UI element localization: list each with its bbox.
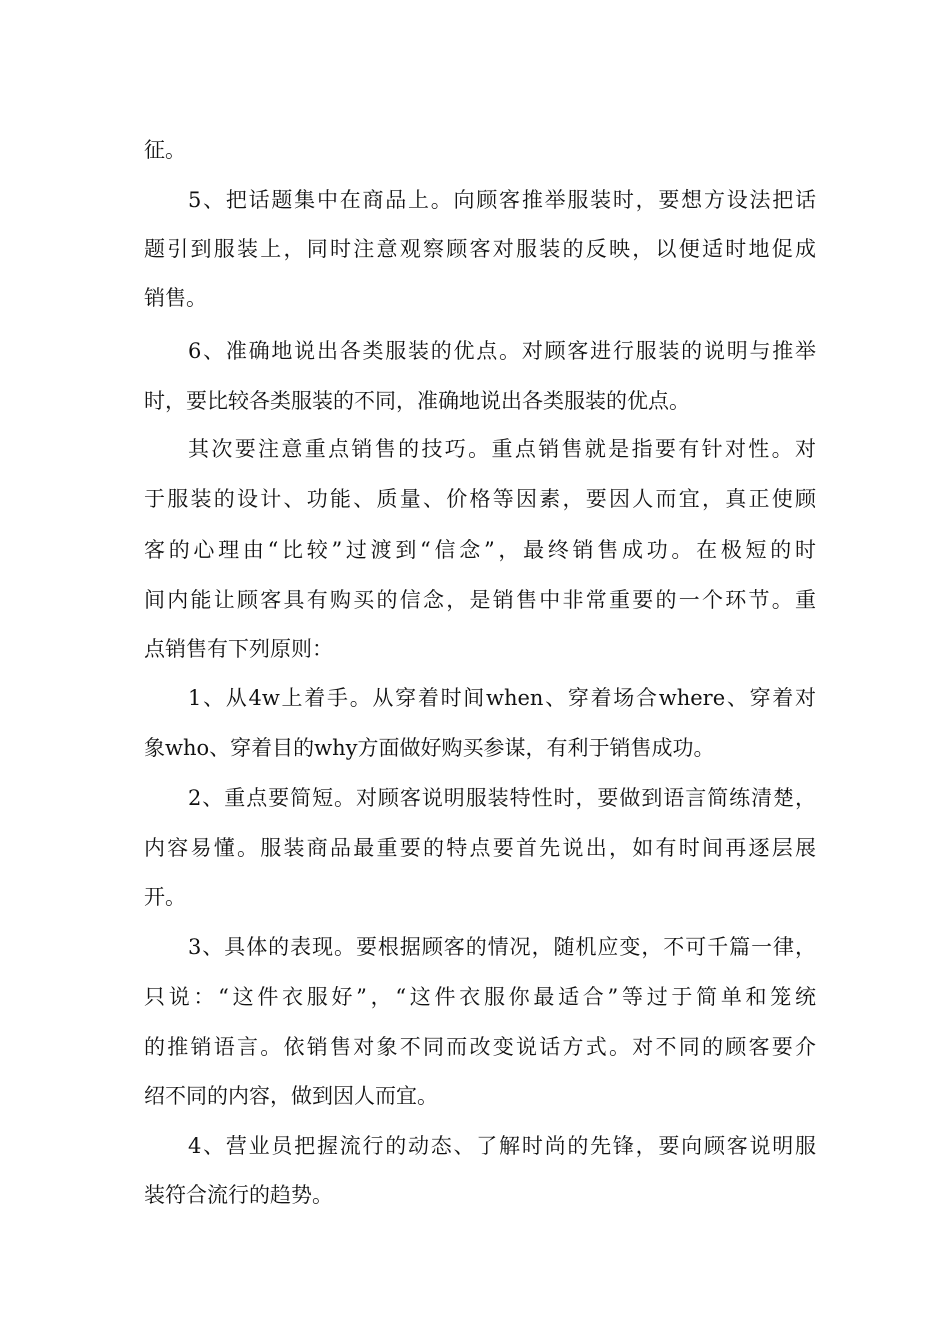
text-line: 征。: [144, 138, 186, 162]
principle-2-line-1: 2、重点要简短。对顾客说明服装特性时，要做到语言简练清楚，: [188, 786, 816, 810]
principle-3-line-3: 的推销语言。依销售对象不同而改变说话方式。对不同的顾客要介: [144, 1035, 816, 1059]
paragraph-key-sales-line-2: 于服装的设计、功能、质量、价格等因素，要因人而宜，真正使顾: [144, 487, 816, 511]
paragraph-6-line-1: 6、准确地说出各类服装的优点。对顾客进行服装的说明与推举: [188, 339, 816, 363]
principle-3-line-2: 只说：“这件衣服好”，“这件衣服你最适合”等过于简单和笼统: [144, 985, 816, 1009]
principle-1-line-1: 1、从4w上着手。从穿着时间when、穿着场合where、穿着对: [188, 686, 816, 710]
paragraph-key-sales-line-5: 点销售有下列原则：: [144, 637, 333, 661]
principle-3-line-4: 绍不同的内容，做到因人而宜。: [144, 1084, 438, 1108]
principle-2-line-3: 开。: [144, 885, 186, 909]
principle-4-line-2: 装符合流行的趋势。: [144, 1183, 333, 1207]
paragraph-key-sales-line-1: 其次要注意重点销售的技巧。重点销售就是指要有针对性。对: [188, 437, 816, 461]
paragraph-key-sales-line-4: 间内能让顾客具有购买的信念，是销售中非常重要的一个环节。重: [144, 588, 816, 612]
paragraph-6-line-2: 时，要比较各类服装的不同，准确地说出各类服装的优点。: [144, 389, 690, 413]
principle-3-line-1: 3、具体的表现。要根据顾客的情况，随机应变，不可千篇一律，: [188, 935, 816, 959]
principle-1-line-2: 象who、穿着目的why方面做好购买参谋，有利于销售成功。: [144, 736, 715, 760]
paragraph-5-line-1: 5、把话题集中在商品上。向顾客推举服装时，要想方设法把话: [188, 188, 816, 212]
paragraph-5-line-3: 销售。: [144, 286, 207, 310]
principle-4-line-1: 4、营业员把握流行的动态、了解时尚的先锋，要向顾客说明服: [188, 1134, 816, 1158]
paragraph-5-line-2: 题引到服装上，同时注意观察顾客对服装的反映，以便适时地促成: [144, 237, 816, 261]
principle-2-line-2: 内容易懂。服装商品最重要的特点要首先说出，如有时间再逐层展: [144, 836, 816, 860]
paragraph-key-sales-line-3: 客的心理由“比较”过渡到“信念”，最终销售成功。在极短的时: [144, 538, 816, 562]
